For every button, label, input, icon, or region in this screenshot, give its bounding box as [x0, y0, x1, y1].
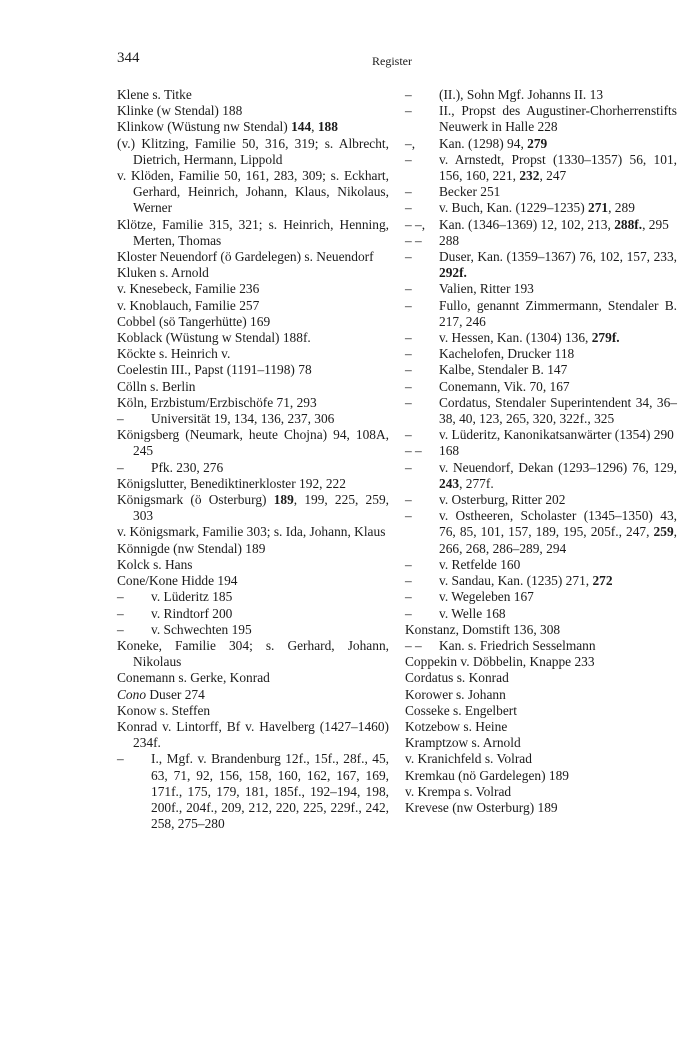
index-entry	[117, 265, 389, 281]
entry-text: Kremkau (nö Gardelegen) 189	[405, 767, 569, 783]
index-entry	[405, 103, 677, 135]
index-entry	[405, 281, 677, 297]
index-entry	[117, 524, 389, 540]
entry-text: Könnigde (nw Stendal) 189	[117, 540, 266, 556]
continuation-dash: –	[405, 346, 412, 362]
index-entry	[117, 330, 389, 346]
bold-page-ref: 288f.	[614, 216, 643, 232]
index-entry	[405, 362, 677, 378]
index-entry	[117, 476, 389, 492]
entry-text: Klinke (w Stendal) 188	[117, 103, 243, 119]
index-entry	[405, 200, 677, 216]
bold-page-ref: 279f.	[591, 330, 620, 346]
entry-text: v. Kranichfeld s. Volrad	[405, 751, 532, 767]
entry-text: Becker 251	[439, 184, 501, 200]
entry-text: Krevese (nw Osterburg) 189	[405, 799, 558, 815]
entry-text: Valien, Ritter 193	[439, 281, 534, 297]
continuation-dash: –	[405, 362, 412, 378]
continuation-dash: –	[405, 508, 412, 524]
entry-text: v. Arnstedt, Propst (1330–1357) 56, 101, 156, 160, 221,	[439, 151, 677, 184]
entry-text: 168	[439, 443, 460, 459]
index-entry	[117, 427, 389, 459]
continuation-dash: –	[405, 330, 412, 346]
index-entry	[405, 87, 677, 103]
bold-page-ref: 279	[527, 135, 548, 151]
index-entry	[117, 703, 389, 719]
entry-text: Klene s. Titke	[117, 87, 192, 102]
entry-text: Kotzebow s. Heine	[405, 718, 508, 734]
index-entry	[117, 87, 389, 103]
index-entry	[117, 573, 389, 589]
entry-text: Kalbe, Stendaler B. 147	[439, 362, 568, 378]
entry-text: (v.) Klitzing, Familie 50, 316, 319; s. Albrecht, Dietrich, Hermann, Lippold	[117, 135, 389, 167]
entry-text: Kluken s. Arnold	[117, 265, 209, 281]
continuation-dash: –	[405, 427, 412, 443]
entry-text: v. Ostheeren, Scholaster (1345–1350) 43, 76, 85, 101, 157, 189, 195, 205f., 247,	[439, 508, 677, 540]
entry-text: Cölln s. Berlin	[117, 378, 196, 394]
index-entry	[405, 557, 677, 573]
entry-text: Königsmark (ö Osterburg)	[117, 492, 274, 508]
entry-text: Cordatus, Stendaler Superintendent 34, 36–38, 40, 123, 265, 320, 322f., 325	[439, 394, 677, 427]
entry-text: v. Welle 168	[439, 605, 506, 621]
entry-text: Konow s. Steffen	[117, 702, 211, 718]
index-entry	[117, 103, 389, 119]
entry-text: Fullo, genannt Zimmermann, Stendaler B. 217, 246	[439, 297, 677, 329]
entry-text: , 266, 268, 286–289, 294	[439, 524, 677, 556]
index-entry	[117, 589, 389, 605]
continuation-dash: –	[117, 589, 124, 605]
entry-text: , 277f.	[459, 475, 494, 491]
index-entry	[405, 606, 677, 622]
index-entry	[117, 638, 389, 670]
entry-text: Koneke, Familie 304; s. Gerhard, Johann, Nikolaus	[117, 637, 389, 670]
index-entry	[117, 281, 389, 297]
index-entry	[117, 217, 389, 249]
index-entry	[117, 395, 389, 411]
continuation-dash: –	[405, 103, 412, 119]
index-entry	[117, 346, 389, 362]
index-entry	[117, 314, 389, 330]
continuation-dash: –	[405, 394, 412, 410]
entry-text: Klinkow (Wüstung nw Stendal)	[117, 119, 292, 135]
continuation-dash: –	[405, 249, 412, 265]
index-entry	[405, 670, 677, 686]
entry-text: 288	[439, 232, 460, 248]
entry-text: Königsberg (Neumark, heute Chojna) 94, 108A, 245	[117, 427, 389, 459]
entry-text: Conemann s. Gerke, Konrad	[117, 670, 270, 686]
index-entry	[117, 687, 389, 703]
entry-text: v. Knesebeck, Familie 236	[117, 281, 260, 297]
continuation-dash: –	[405, 297, 412, 313]
index-entry	[117, 622, 389, 638]
entry-text: Kachelofen, Drucker 118	[439, 346, 575, 362]
entry-text: Köln, Erzbistum/Erzbischöfe 71, 293	[117, 394, 317, 410]
entry-text: v. Lüderitz 185	[151, 589, 233, 605]
entry-text: Cobbel (sö Tangerhütte) 169	[117, 313, 271, 329]
entry-text: Koblack (Wüstung w Stendal) 188f.	[117, 330, 311, 346]
index-entry	[405, 217, 677, 233]
entry-text: Pfk. 230, 276	[151, 459, 224, 475]
continuation-dash: –	[405, 151, 412, 167]
entry-text: Conemann, Vik. 70, 167	[439, 378, 570, 394]
entry-text: (II.), Sohn Mgf. Johanns II. 13	[439, 87, 604, 102]
index-entry	[405, 184, 677, 200]
entry-text: Cosseke s. Engelbert	[405, 702, 517, 718]
entry-text: Kolck s. Hans	[117, 556, 193, 572]
index-entry	[405, 622, 677, 638]
entry-text: v. Klöden, Familie 50, 161, 283, 309; s. Eckhart, Gerhard, Heinrich, Johann, Klaus, Nikolaus, Werner	[117, 168, 389, 216]
index-entry	[117, 557, 389, 573]
bold-page-ref: 144	[291, 119, 312, 135]
index-entry	[117, 119, 389, 135]
index-entry	[405, 719, 677, 735]
entry-text: II., Propst des Augustiner-Chorherrenstifts Neuwerk in Halle 228	[439, 103, 677, 135]
continuation-dash: –	[117, 621, 124, 637]
bold-page-ref: 188	[317, 119, 338, 135]
entry-text: Konrad v. Lintorff, Bf v. Havelberg (1427–1460) 234f.	[117, 718, 389, 751]
entry-text: Köckte s. Heinrich v.	[117, 346, 231, 362]
entry-text: Königslutter, Benediktinerkloster 192, 222	[117, 475, 346, 491]
index-entry	[117, 541, 389, 557]
index-entry	[117, 751, 389, 832]
index-entry	[117, 362, 389, 378]
continuation-dash: –	[117, 605, 124, 621]
bold-page-ref: 243	[439, 475, 460, 491]
entry-text: Duser 274	[146, 686, 205, 702]
index-entry	[405, 443, 677, 459]
entry-text: v. Schwechten 195	[151, 621, 252, 637]
entry-text: Kan. (1298) 94,	[439, 135, 528, 151]
index-entry	[405, 136, 677, 152]
continuation-dash: –	[405, 573, 412, 589]
entry-text: v. Knoblauch, Familie 257	[117, 297, 260, 313]
entry-text: v. Rindtorf 200	[151, 605, 233, 621]
continuation-dash: –	[405, 184, 412, 200]
index-entry	[405, 460, 677, 492]
index-entry	[405, 395, 677, 427]
continuation-dash: –	[117, 411, 124, 427]
bold-page-ref: 232	[519, 168, 540, 184]
index-column-right	[405, 87, 677, 816]
index-entry	[117, 379, 389, 395]
continuation-dash: –	[405, 200, 412, 216]
continuation-dash: –,	[405, 135, 416, 151]
continuation-dash: –	[405, 281, 412, 297]
index-entry	[405, 735, 677, 751]
continuation-dash: –	[117, 459, 124, 475]
index-entry	[405, 427, 677, 443]
index-entry	[405, 687, 677, 703]
entry-text: , 289	[608, 200, 635, 216]
index-entry	[405, 233, 677, 249]
index-entry	[405, 800, 677, 816]
index-entry	[405, 638, 677, 654]
index-entry	[117, 411, 389, 427]
entry-text: , 199, 225, 259, 303	[133, 492, 389, 524]
entry-text: v. Osterburg, Ritter 202	[439, 492, 566, 508]
index-column-left	[117, 87, 389, 832]
index-entry	[405, 654, 677, 670]
entry-text: Kan. s. Friedrich Sesselmann	[439, 637, 596, 653]
entry-text: v. Sandau, Kan. (1235) 271,	[439, 573, 593, 589]
continuation-dash: – –	[405, 637, 422, 653]
entry-text: Kan. (1346–1369) 12, 102, 213,	[439, 216, 615, 232]
index-entry	[405, 152, 677, 184]
index-entry	[117, 298, 389, 314]
entry-text: Coppekin v. Döbbelin, Knappe 233	[405, 654, 595, 670]
entry-text: Kloster Neuendorf (ö Gardelegen) s. Neuendorf	[117, 249, 374, 265]
continuation-dash: – –	[405, 443, 422, 459]
continuation-dash: –	[117, 751, 124, 767]
index-entry	[405, 508, 677, 557]
entry-text: v. Retfelde 160	[439, 556, 521, 572]
continuation-dash: –	[405, 459, 412, 475]
continuation-dash: –	[405, 87, 412, 102]
entry-text: Kramptzow s. Arnold	[405, 735, 521, 751]
index-entry	[117, 670, 389, 686]
bold-page-ref: 259	[653, 524, 674, 540]
index-entry	[405, 703, 677, 719]
entry-text: v. Neuendorf, Dekan (1293–1296) 76, 129,	[439, 459, 677, 475]
index-entry	[117, 136, 389, 168]
index-entry	[117, 719, 389, 751]
entry-text: ,	[311, 119, 318, 135]
running-title: Register	[372, 54, 412, 68]
entry-text: Klötze, Familie 315, 321; s. Heinrich, Henning, Merten, Thomas	[117, 216, 389, 248]
bold-page-ref: 271	[588, 200, 609, 216]
continuation-dash: –	[405, 492, 412, 508]
index-entry	[405, 346, 677, 362]
continuation-dash: – –	[405, 232, 422, 248]
italic-term: Cono	[117, 686, 147, 702]
entry-text: I., Mgf. v. Brandenburg 12f., 15f., 28f., 45, 63, 71, 92, 156, 158, 160, 162, 167, 169, 171f., 175, 179, 181, 185f., 192–194, 198, 200f., 204f., 209, 212, 220, 225, 229f., 242, 258, 275–280	[151, 751, 389, 832]
index-entry	[117, 492, 389, 524]
index-entry	[405, 492, 677, 508]
entry-text: Universität 19, 134, 136, 237, 306	[151, 411, 335, 427]
index-entry	[117, 460, 389, 476]
index-entry	[405, 379, 677, 395]
index-entry	[405, 751, 677, 767]
entry-text: Konstanz, Domstift 136, 308	[405, 621, 561, 637]
index-entry	[117, 249, 389, 265]
entry-text: Korower s. Johann	[405, 686, 506, 702]
entry-text: v. Krempa s. Volrad	[405, 783, 512, 799]
index-entry	[405, 249, 677, 281]
entry-text: Duser, Kan. (1359–1367) 76, 102, 157, 233,	[439, 249, 677, 265]
bold-page-ref: 292f.	[439, 265, 467, 281]
index-entry	[117, 606, 389, 622]
index-entry	[405, 298, 677, 330]
continuation-dash: –	[405, 589, 412, 605]
entry-text: v. Königsmark, Familie 303; s. Ida, Johann, Klaus	[117, 524, 386, 540]
continuation-dash: – –,	[405, 216, 426, 232]
entry-text: Coelestin III., Papst (1191–1198) 78	[117, 362, 312, 378]
continuation-dash: –	[405, 378, 412, 394]
index-entry	[405, 768, 677, 784]
index-entry	[405, 589, 677, 605]
bold-page-ref: 272	[592, 573, 613, 589]
bold-page-ref: 189	[273, 492, 294, 508]
entry-text: v. Lüderitz, Kanonikatsanwärter (1354) 290	[439, 427, 674, 443]
entry-text: v. Buch, Kan. (1229–1235)	[439, 200, 589, 216]
index-entry	[405, 573, 677, 589]
entry-text: , 247	[539, 168, 567, 184]
index-entry	[405, 330, 677, 346]
index-entry	[405, 784, 677, 800]
continuation-dash: –	[405, 605, 412, 621]
entry-text: v. Wegeleben 167	[439, 589, 534, 605]
entry-text: v. Hessen, Kan. (1304) 136,	[439, 330, 592, 346]
index-entry	[117, 168, 389, 217]
entry-text: Cone/Kone Hidde 194	[117, 573, 238, 589]
page-number: 344	[117, 50, 140, 66]
entry-text: , 295	[642, 216, 669, 232]
entry-text: Cordatus s. Konrad	[405, 670, 509, 686]
continuation-dash: –	[405, 556, 412, 572]
